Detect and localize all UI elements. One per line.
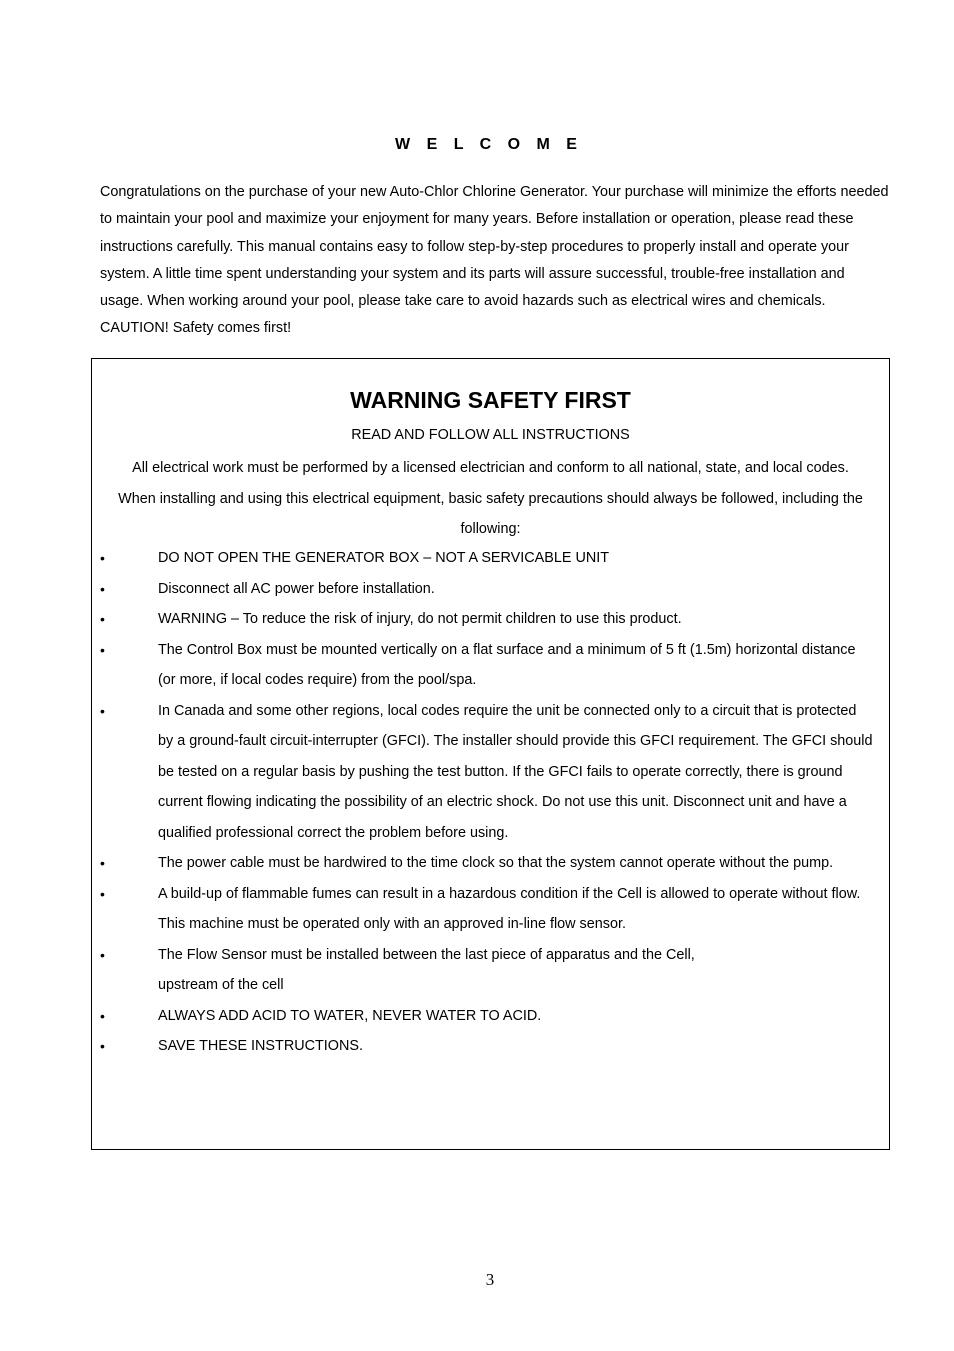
warning-subtitle: READ AND FOLLOW ALL INSTRUCTIONS xyxy=(351,427,630,443)
bullet-icon: • xyxy=(100,855,105,871)
bullet-icon: • xyxy=(100,641,105,658)
welcome-paragraph: Congratulations on the purchase of your new Auto-Chlor Chlorine Generator. Your purchase will minimize the efforts needed to maintain your pool and maximize your enjoyment for many years. Before installation or operation, please read these instructions carefully. This manual contains easy to follow step-by-step procedures to properly install and operate your system. A little time spent understanding your system and its parts will assure successful, trouble-free installation and usage. When working around your pool, please take care to avoid hazards such as electrical wires and chemicals. CAUTION! Safety comes first! xyxy=(100,184,889,337)
bullet-icon: • xyxy=(100,885,105,902)
safety-instructions-list xyxy=(92,543,889,1062)
page-number: 3 xyxy=(485,1270,495,1289)
safety-instruction-item xyxy=(92,696,889,849)
warning-body: All electrical work must be performed by a licensed electrician and conform to all national, state, and local codes. When installing and using this electrical equipment, basic safety precautions should always be followed, including the following: xyxy=(118,460,863,537)
safety-instruction-text: upstream of the cell xyxy=(158,977,284,993)
bullet-icon: • xyxy=(100,702,105,719)
safety-instruction-text: DO NOT OPEN THE GENERATOR BOX – NOT A SERVICABLE UNIT xyxy=(158,550,610,566)
bullet-icon: • xyxy=(100,580,105,597)
welcome-heading: W E L C O M E xyxy=(395,136,583,153)
warning-box xyxy=(91,358,890,1150)
safety-instruction-text: The power cable must be hardwired to the time clock so that the system cannot operate without the pump. xyxy=(158,855,834,871)
bullet-icon: • xyxy=(100,611,105,627)
safety-instruction-text: A build-up of flammable fumes can result in a hazardous condition if the Cell is allowed to operate without flow. This machine must be operated only with an approved in-line flow sensor. xyxy=(158,885,861,932)
safety-instruction-text: The Flow Sensor must be installed between the last piece of apparatus and the Cell, xyxy=(158,946,695,963)
safety-instruction-text: In Canada and some other regions, local codes require the unit be connected only to a circuit that is protected by a ground-fault circuit-interrupter (GFCI). The installer should provide this GFCI requirement. The GFCI should be tested on a regular basis by pushing the test button. If the GFCI fails to operate correctly, there is ground current flowing indicating the possibility of an electric shock. Do not use this unit. Disconnect unit and have a qualified professional correct the problem before using. xyxy=(158,702,873,841)
safety-instruction-item xyxy=(92,940,889,1001)
bullet-icon: • xyxy=(100,946,105,963)
safety-instruction-text: SAVE THESE INSTRUCTIONS. xyxy=(158,1038,363,1054)
safety-instruction-text: WARNING – To reduce the risk of injury, do not permit children to use this product. xyxy=(158,611,682,627)
bullet-icon: • xyxy=(100,550,105,566)
safety-instruction-item xyxy=(92,635,889,696)
safety-instruction-item xyxy=(92,604,889,635)
safety-instruction-item xyxy=(92,543,889,574)
warning-title: WARNING SAFETY FIRST xyxy=(350,387,631,413)
bullet-icon: • xyxy=(100,1038,105,1054)
safety-instruction-item xyxy=(92,848,889,879)
safety-instruction-text: ALWAYS ADD ACID TO WATER, NEVER WATER TO ACID. xyxy=(158,1007,542,1024)
safety-instruction-item xyxy=(92,1001,889,1032)
safety-instruction-text: The Control Box must be mounted vertically on a flat surface and a minimum of 5 ft (1.5m) horizontal distance (or more, if local codes require) from the pool/spa. xyxy=(158,641,856,688)
bullet-icon: • xyxy=(100,1007,105,1024)
safety-instruction-item xyxy=(92,1031,889,1062)
safety-instruction-text: Disconnect all AC power before installation. xyxy=(158,580,435,597)
safety-instruction-item xyxy=(92,879,889,940)
safety-instruction-item xyxy=(92,574,889,605)
